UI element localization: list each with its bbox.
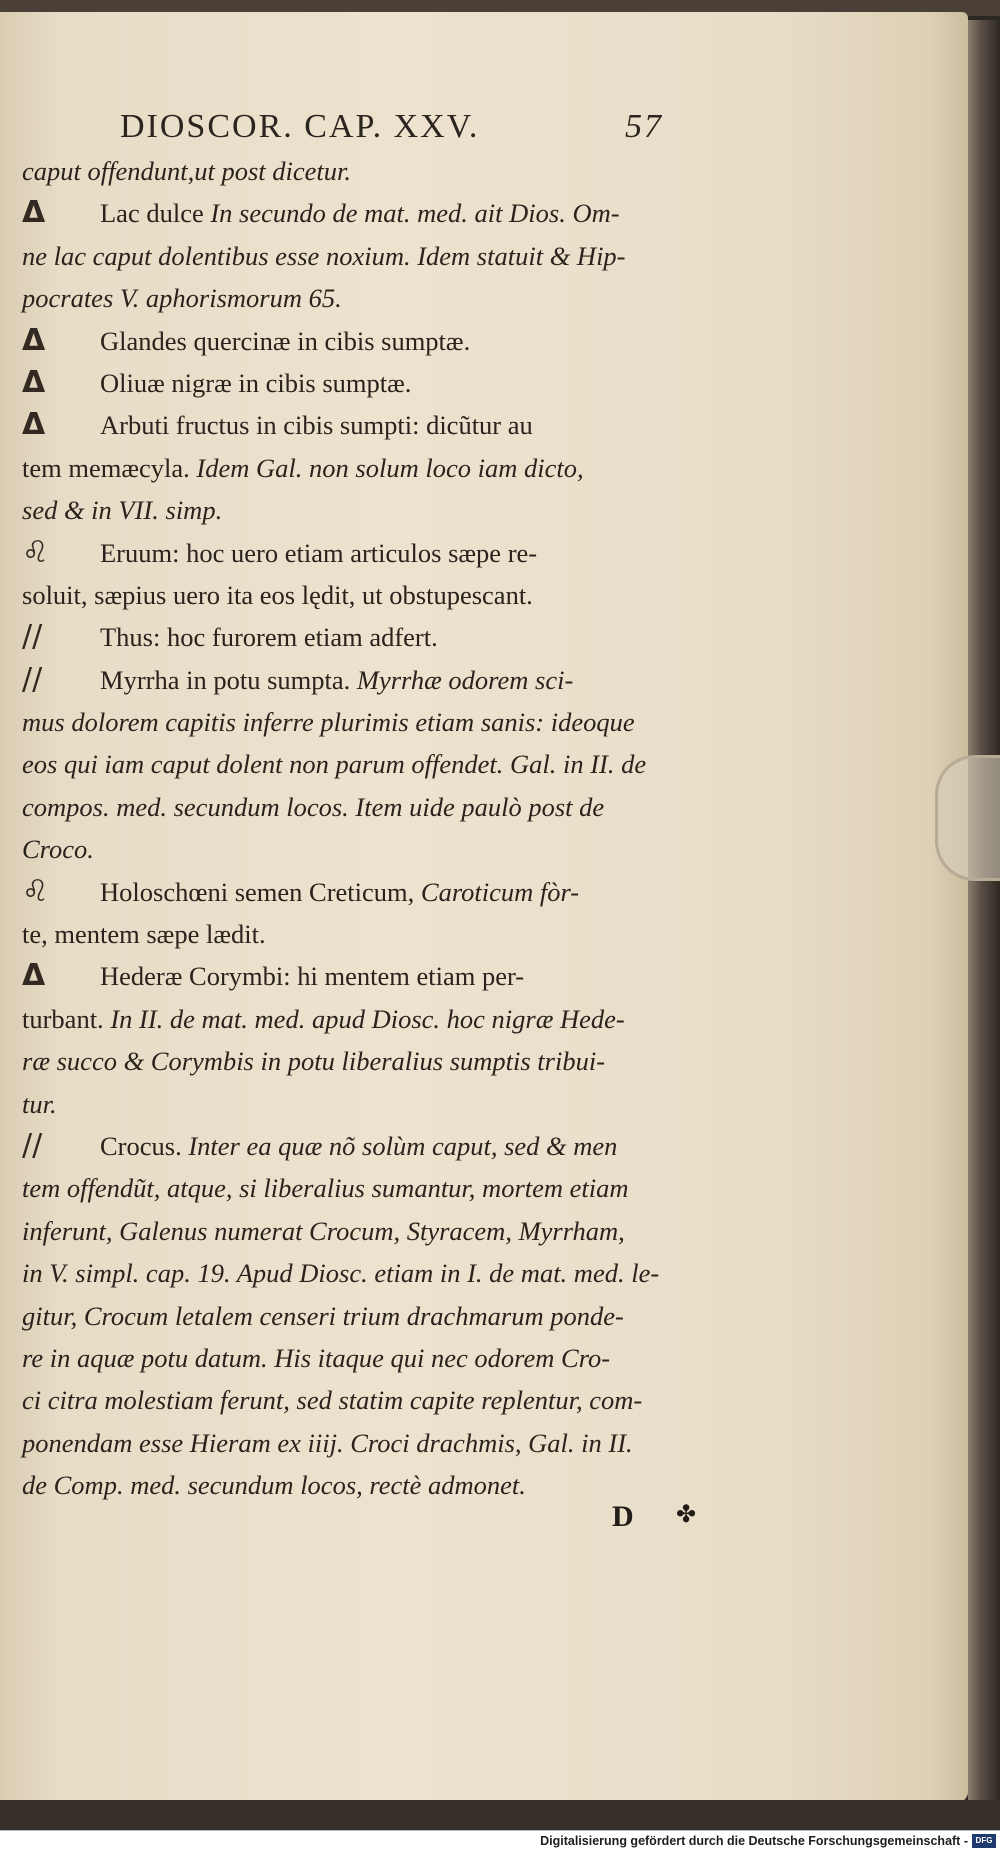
text-line (22, 1337, 742, 1379)
text-line (22, 828, 742, 870)
text-roman: Myrrha in potu sumpta. (100, 664, 357, 695)
text-italic: Inter ea quæ nõ solùm caput, sed & men (188, 1130, 618, 1161)
text-italic: In secundo de mat. med. ait Dios. Om- (210, 198, 620, 229)
text-line (22, 447, 742, 489)
running-title: DIOSCOR. CAP. XXV. (120, 108, 480, 145)
text-italic: In II. de mat. med. apud Diosc. hoc nigræ Hede- (110, 1003, 625, 1034)
funding-credit: Digitalisierung gefördert durch die Deutsche Forschungsgemeinschaft - (540, 1834, 968, 1848)
text-roman: Oliuæ nigræ in cibis sumptæ. (100, 367, 412, 398)
text-italic: Croco. (22, 834, 94, 865)
text-italic: Myrrhæ odorem sci- (356, 664, 574, 695)
text-line (22, 786, 742, 828)
text-italic: ci citra molestiam ferunt, sed statim capite replentur, com- (22, 1385, 643, 1416)
delta-marker-icon: Δ (22, 407, 46, 443)
catchword-mark-icon: ✤ (676, 1500, 697, 1528)
text-italic: ponendam esse Hieram ex iiij. Croci drachmis, Gal. in II. (22, 1427, 633, 1458)
text-roman: Hederæ Corymbi: hi mentem etiam per- (100, 961, 525, 992)
leo-marker-icon: ♌ (22, 534, 49, 570)
text-line (22, 871, 742, 913)
text-italic: compos. med. secundum locos. Item uide paulò post de (22, 791, 605, 822)
text-line (22, 998, 742, 1040)
text-line (22, 404, 742, 446)
text-line (22, 701, 742, 743)
text-roman: Thus: hoc furorem etiam adfert. (100, 622, 438, 653)
text-line (22, 489, 742, 531)
text-italic: sed & in VII. simp. (22, 495, 223, 526)
double-slash-marker-icon: // (22, 619, 43, 655)
text-roman: soluit, sæpius uero ita eos lędit, ut obstupescant. (22, 579, 533, 610)
delta-marker-icon: Δ (22, 364, 46, 400)
text-italic: ne lac caput dolentibus esse noxium. Idem statuit & Hip- (22, 240, 626, 271)
text-line (22, 1083, 742, 1125)
text-line (22, 1379, 742, 1421)
text-line (22, 277, 742, 319)
text-roman: Lac dulce (100, 198, 211, 229)
text-italic: mus dolorem capitis inferre plurimis etiam sanis: ideoque (22, 707, 635, 738)
text-line (22, 1167, 742, 1209)
delta-marker-icon: Δ (22, 322, 46, 358)
text-italic: eos qui iam caput dolent non parum offendet. Gal. in II. de (22, 749, 647, 780)
text-roman: tem memæcyla. (22, 452, 197, 483)
text-line (22, 150, 742, 192)
text-line (22, 574, 742, 616)
text-line (22, 616, 742, 658)
text-roman: Arbuti fructus in cibis sumpti: dicũtur au (100, 410, 533, 441)
text-italic: tem offendũt, atque, si liberalius sumantur, mortem etiam (22, 1173, 629, 1204)
text-italic: re in aquæ potu datum. His itaque qui nec odorem Cro- (22, 1342, 611, 1373)
text-line (22, 532, 742, 574)
text-italic: gitur, Crocum letalem censeri trium drachmarum ponde- (22, 1300, 624, 1331)
book-clasp (935, 755, 1000, 881)
scan-bottom-border (0, 1800, 1000, 1830)
double-slash-marker-icon: // (22, 1127, 43, 1163)
text-line (22, 743, 742, 785)
text-line (22, 1040, 742, 1082)
text-italic: de Comp. med. secundum locos, rectè admonet. (22, 1470, 526, 1501)
text-line (22, 362, 742, 404)
text-italic: inferunt, Galenus numerat Crocum, Styracem, Myrrham, (22, 1215, 625, 1246)
text-line (22, 1252, 742, 1294)
delta-marker-icon: Δ (22, 195, 46, 231)
running-header (120, 108, 663, 146)
text-italic: in V. simpl. cap. 19. Apud Diosc. etiam in I. de mat. med. le- (22, 1258, 660, 1289)
text-roman: Holoschœni semen Creticum, (100, 876, 421, 907)
dfg-logo-icon: DFG (972, 1834, 996, 1848)
page-number: 57 (625, 108, 663, 145)
leo-marker-icon: ♌ (22, 873, 49, 909)
text-line (22, 192, 742, 234)
text-roman: Glandes quercinæ in cibis sumptæ. (100, 325, 471, 356)
text-line (22, 1125, 742, 1167)
page-body-text (22, 150, 742, 1507)
book-page-edge (968, 20, 1000, 1800)
text-italic: te, mentem sæpe lædit. (22, 919, 266, 950)
text-line (22, 1422, 742, 1464)
text-line (22, 235, 742, 277)
text-line (22, 1464, 742, 1506)
double-slash-marker-icon: // (22, 661, 43, 697)
text-roman: Crocus. (100, 1130, 189, 1161)
text-line (22, 320, 742, 362)
signature-letter: D (612, 1500, 634, 1533)
text-line (22, 1295, 742, 1337)
delta-marker-icon: Δ (22, 958, 46, 994)
text-line (22, 659, 742, 701)
text-italic: tur. (22, 1088, 57, 1119)
text-line (22, 955, 742, 997)
digitization-footer (0, 1830, 1000, 1853)
text-roman: Eruum: hoc uero etiam articulos sæpe re- (100, 537, 538, 568)
text-line (22, 1210, 742, 1252)
text-italic: Caroticum fòr- (420, 876, 580, 907)
text-line (22, 913, 742, 955)
text-italic: Idem Gal. non solum loco iam dicto, (196, 452, 584, 483)
text-roman: turbant. (22, 1003, 111, 1034)
text-italic: pocrates V. aphorismorum 65. (22, 283, 342, 314)
text-italic: ræ succo & Corymbis in potu liberalius sumptis tribui- (22, 1046, 606, 1077)
text-italic: caput offendunt,ut post dicetur. (22, 156, 352, 186)
